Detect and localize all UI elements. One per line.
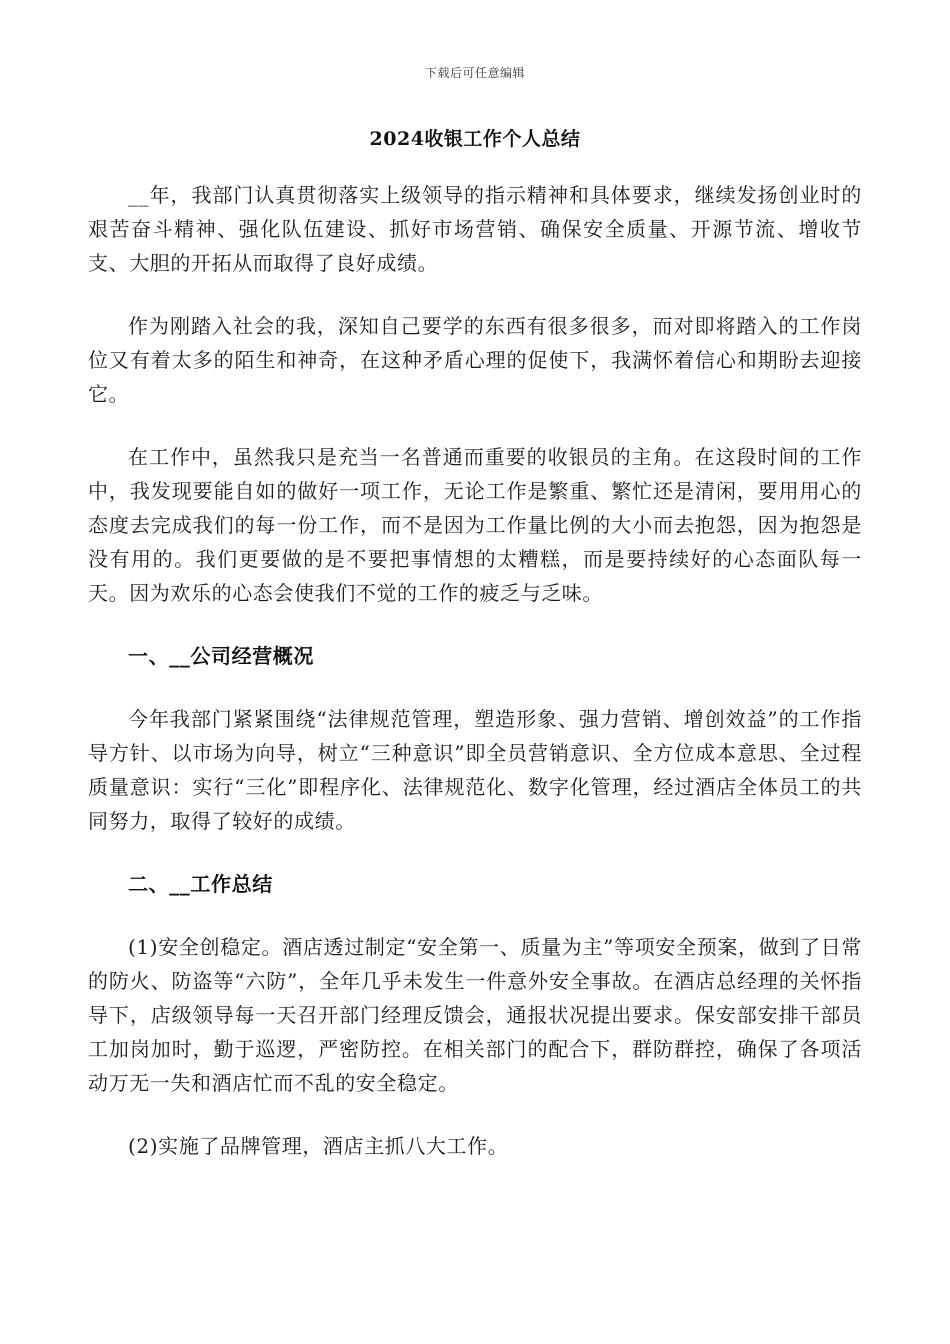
section-heading-2: 二、__工作总结 [128,872,273,896]
intro-paragraph-2: 作为刚踏入社会的我，深知自己要学的东西有很多很多，而对即将踏入的工作岗位又有着太多的陌生和神奇，在这种矛盾心理的促使下，我满怀着信心和期盼去迎接它。 [88,314,862,406]
section-2-item-1: (1)安全创稳定。酒店透过制定“安全第一、质量为主”等项安全预案，做到了日常的防火、防盗等“六防”，全年几乎未发生一件意外安全事故。在酒店总经理的关怀指导下，店级领导每一天召开部门经理反馈会，通报状况提出要求。保安部安排干部员工加岗加时，勤于巡逻，严密防控。在相关部门的配合下，群防群控，确保了各项活动万无一失和酒店忙而不乱的安全稳定。 [88,935,862,1095]
section-2-item-2: (2)实施了品牌管理，酒店主抓八大工作。 [128,1134,509,1158]
intro-paragraph-3: 在工作中，虽然我只是充当一名普通而重要的收银员的主角。在这段时间的工作中，我发现要能自如的做好一项工作，无论工作是繁重、繁忙还是清闲，要用用心的态度去完成我们的每一份工作，而不是因为工作量比例的大小而去抱怨，因为抱怨是没有用的。我们更要做的是不要把事情想的太糟糕，而是要持续好的心态面队每一天。因为欢乐的心态会使我们不觉的工作的疲乏与乏味。 [88,445,862,605]
document-body [88,178,862,1163]
section-heading-1: 一、__公司经营概况 [128,644,314,668]
section-1-paragraph: 今年我部门紧紧围绕“法律规范管理，塑造形象、强力营销、增创效益”的工作指导方针、以市场为向导，树立“三种意识”即全员营销意识、全方位成本意思、全过程质量意识：实行“三化”即程序化、法律规范化、数字化管理，经过酒店全体员工的共同努力，取得了较好的成绩。 [88,707,862,833]
header-note: 下载后可任意编辑 [424,66,525,80]
intro-paragraph-1: __年，我部门认真贯彻落实上级领导的指示精神和具体要求，继续发扬创业时的艰苦奋斗精神、强化队伍建设、抓好市场营销、确保安全质量、开源节流、增收节支、大胆的开拓从而取得了良好成绩。 [88,183,862,275]
document-title: 2024收银工作个人总结 [369,128,581,150]
